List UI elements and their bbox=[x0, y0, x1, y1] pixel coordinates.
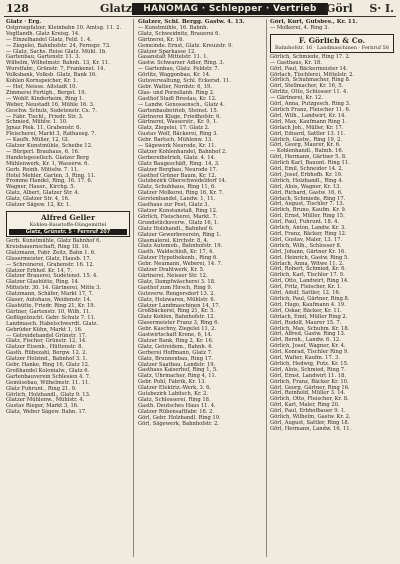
directory-entry: Görl, Wilh., Landwirt, Kr. 14. bbox=[270, 112, 347, 119]
directory-entry: Gebr. Walter, Nordstr. 6, 19. bbox=[138, 83, 212, 90]
directory-entry: Glatz, Ziegelei, 17. Glatz 2. bbox=[138, 125, 210, 132]
directory-entry: — Gasthaus, Kr. 18. bbox=[270, 59, 322, 66]
directory-entry: Glatzer Kohlenhandel, Bahnhof 2. bbox=[138, 148, 227, 155]
directory-entry: Görl, Max, Kaufmann Ring 1. bbox=[270, 118, 347, 125]
directory-entry: Gerb. Kunstmühle, Glatz Bahnhof 6. bbox=[6, 238, 102, 244]
left-keyword: Glatz bbox=[100, 2, 133, 15]
directory-entry: Gemüsebau, Wilhelmstr. 11. 11. bbox=[6, 379, 90, 386]
directory-entry: Gärtnerei, Wasserstr., Kr. 9, 1. bbox=[138, 119, 218, 126]
directory-entry: Glatzer Gewerbeverein, Ring 1. bbox=[138, 231, 222, 238]
directory-entry: Glatzer Mühlenw., Mühlstr. 4. bbox=[6, 397, 85, 404]
directory-entry: Gasth. Rübezahl, Bergw. 12. 2. bbox=[6, 350, 88, 357]
directory-entry: Görlich, Paul, Gärtner, Ring 8. bbox=[270, 295, 350, 302]
directory-entry: Görl, Stellmacher, Kr. 16, 5. bbox=[270, 83, 344, 90]
directory-entry: Gerstenhandel, Landw. 1, 11. bbox=[138, 196, 216, 203]
directory-entry: Görl, Gustav, Maler, 13. 17. bbox=[270, 236, 343, 243]
directory-entry: Glatz, Schuhhaus, Ring 11, 6. bbox=[138, 184, 216, 191]
directory-entry: Glatzer Brauerei, Sudetenst. 15. 4. bbox=[6, 273, 98, 280]
directory-entry: — Landw. Genossensch., Glatz 4. bbox=[138, 101, 225, 108]
directory-entry: Gärtnerei Kluge, Friedhofstr. 6. bbox=[138, 113, 222, 120]
directory-entry: Görlach, Tischlerei, Mittelstr. 2. bbox=[270, 71, 355, 78]
directory-entry: Gartenbaubetrieb, Steinst. 15. bbox=[138, 107, 219, 114]
directory-entry: Glatzer Elektriz.-Werk, 3. 6. bbox=[138, 385, 212, 392]
directory-entry: Glatz, Schweidnitz, Brauerei 6. bbox=[138, 30, 221, 37]
directory-entry: Wurstfabr., Grünstr. 7, Frankenst. 14. bbox=[6, 66, 106, 73]
directory-entry: Glatz, Holzwaren, Mühlstr. 6. bbox=[138, 296, 216, 303]
directory-entry: Glatzmann, Schäfer, Markt 17, 7. bbox=[6, 291, 94, 298]
directory-entry: Görlach, Schmiede, Ring 17. bbox=[270, 195, 346, 202]
column-divider bbox=[133, 19, 134, 557]
header-rule bbox=[4, 16, 396, 17]
directory-entry: Görlich, Gastw., Ring 19, 2. bbox=[270, 136, 343, 143]
directory-entry: Görlich, Holzhandl., Glatz 9. 13. bbox=[6, 391, 91, 398]
directory-entry: Görl, Walter, Kaufm. 17. 3. bbox=[270, 355, 340, 362]
directory-entry: Mittelstr. 30. 14. Gärtnerei, Mitte 3. bbox=[6, 285, 102, 292]
directory-entry: Görl, Alois, Schmied, Ring 7. bbox=[270, 366, 346, 373]
directory-entry: Görl, Reinhold, Müller 3. 14. bbox=[270, 390, 346, 397]
directory-entry: Gasthaus Kaiserhof, Ring 1, 5. bbox=[138, 367, 218, 374]
directory-entry: Fleischerei, Markt 3, Rathausg. 7. bbox=[6, 131, 97, 138]
directory-entry: Ostproepfalzer, Kleinbahn 10. Amtsg. 11. 2. bbox=[6, 24, 122, 31]
column-2 bbox=[138, 19, 262, 559]
directory-entry: Glatzer Molkerei, Ring 16, Kr. 7. bbox=[138, 190, 224, 197]
directory-entry: Großhandel Kolonialw., Glatz 6. bbox=[6, 367, 90, 374]
directory-entry: Glatz Fuhrunt., Ring 21. 9. bbox=[6, 385, 77, 392]
directory-entry: Görl, Hermann, Landw. 16. 11. bbox=[270, 425, 352, 432]
directory-entry: Gärtnerei, Neisser Str. 12. bbox=[138, 272, 208, 279]
page-header bbox=[0, 3, 400, 15]
directory-entry: Görl, Adolf, Sattler, 12. 16. bbox=[270, 290, 341, 297]
directory-entry: Gutsbezirk Oberschwedeldorf 14. bbox=[138, 178, 227, 185]
ad-line: Bahnhofstr. 16 · Landmaschinen · Fernruf 58 bbox=[275, 44, 389, 51]
directory-entry: Gerberei Hoffmann, Glatz 7. bbox=[138, 349, 213, 356]
directory-entry: Gebr. Neumann, Weberei, 14. 7. bbox=[138, 261, 223, 268]
directory-entry: Glatz Baugeschäft, Ring. 14, 3. bbox=[138, 160, 220, 167]
directory-entry: Görl, Eduard, Sattler 13. 11. bbox=[270, 130, 346, 137]
directory-entry: Gastwirtschaft Krone, 6, 14. bbox=[138, 332, 213, 339]
ad-line: Kohlen-Baustoffe-Düngemittel bbox=[29, 222, 107, 228]
directory-entry: — Kunstmühle, 16. Bahnh. bbox=[138, 24, 209, 31]
directory-entry: Gutsbezirk Labitsch, Kr. 2. bbox=[138, 391, 209, 398]
directory-entry: Görl, Bernh., Landw. 6. 12. bbox=[270, 337, 341, 344]
directory-entry: — Gärtnerei, Kr. 12. bbox=[270, 95, 323, 102]
directory-entry: Görl, Alfred, Gastw. Ring 13. bbox=[270, 331, 346, 338]
directory-entry: Gebrüder Kühn, Markt 1, 16. bbox=[6, 326, 83, 333]
directory-entry: Görlich, Schmiede, Ring 17. 2. bbox=[270, 53, 351, 60]
directory-entry: Glatzer Landmaschinen 14, 17. bbox=[138, 302, 221, 309]
directory-entry: Gasth. Waldschloß, Kr. 17, 4. bbox=[138, 249, 214, 256]
directory-entry: Görl, Georg, Maurer, Kr. 6. bbox=[270, 142, 341, 149]
directory-entry: Glatz Kohlen, Bahnhofstr. 12. bbox=[138, 314, 216, 321]
directory-entry: Geschw. Schulz, Sudetenstr. Cx. 7. bbox=[6, 107, 97, 114]
column-head-entry: Glatzer, Schl. Bergg. Gastw. 4. 13. bbox=[138, 19, 245, 25]
directory-entry: — Molkerei, 4. Ring 3. bbox=[270, 24, 330, 31]
directory-entry: Geflügelzucht. Gebr. Schulz 7. 11. bbox=[6, 314, 96, 321]
directory-entry: Wilhelm, Wilhelmstr. Bahnh. 13, Kr. 11. bbox=[6, 60, 110, 67]
column-divider bbox=[266, 19, 267, 557]
directory-entry: Vogtlandh. Glatz Kreisg. 14. bbox=[6, 30, 80, 37]
directory-entry: Görl, Alois, Wagner, Kr. 13. bbox=[270, 183, 342, 190]
directory-entry: Gastw. Schwarzer Adler, Ring. 3. bbox=[138, 60, 225, 67]
directory-entry: Gasthof zum Hirsch, Ring 9. bbox=[138, 284, 213, 291]
directory-entry: Gebr. Hanke, Ring 16, Glatz 12. bbox=[6, 362, 90, 369]
directory-entry: Görlitz, Otto, Schlosser 11. 4. bbox=[270, 89, 348, 96]
directory-entry: Görl, Georg, Gärtner, Ring 16. bbox=[270, 384, 350, 391]
directory-entry: Glatzer Eisenh., Hüttenstr. 8. bbox=[6, 344, 84, 351]
directory-entry: Görl, Otto, Landwirt, Ring 14. bbox=[270, 278, 349, 285]
directory-entry: Görl, Fritz, Fleischer, Kr. 1. bbox=[270, 284, 342, 291]
directory-entry: Gerbereibetrieb, Glatz. 4. 14. bbox=[138, 154, 216, 161]
directory-entry: Glatzer Hypothekenb., Ring 6. bbox=[138, 255, 218, 262]
directory-entry: Glatz, Brunnenbau, Ring 17. bbox=[138, 355, 213, 362]
directory-entry: — Bürgerl. Brauhaus, 6. 16. bbox=[6, 148, 80, 155]
directory-entry: Görl, August, Sattler, Ring 18. bbox=[270, 420, 350, 426]
directory-entry: Görl, Josef, Erbhofb. Kr. 19. bbox=[270, 171, 343, 178]
directory-entry: Glatzer Drahtwerk, Kr. 5. bbox=[138, 267, 205, 274]
directory-entry: Görl, Hermann, Gärtner 5. 8. bbox=[270, 154, 347, 161]
directory-entry: — Ziegelei, Bahnhofstr. 24, Fernspr. 73. bbox=[6, 42, 111, 49]
directory-entry: Görlich, Holzhandl., Ring 4. bbox=[270, 177, 344, 184]
directory-entry: Görlitz, Waggonbau, Kr. 14. bbox=[138, 72, 211, 79]
directory-entry: Glatz, Glatzer Str. 4, 16. bbox=[6, 196, 70, 203]
directory-entry: Gebr. Bartsch, Mühlenw. 13. bbox=[138, 137, 213, 144]
directory-entry: — Glatz, Sachs. Reise Glatz. Mühl. 1b. bbox=[6, 48, 107, 55]
directory-entry: Zimmerei Fertigh., Bergst. 19. bbox=[6, 89, 87, 96]
section-marker: S· I. bbox=[369, 2, 394, 15]
directory-entry: Handelsgesellsch. Glatzer Berg bbox=[6, 154, 89, 161]
directory-entry: Glatzer Erbhof. Kr. 14, 7. bbox=[6, 267, 72, 274]
directory-entry: — Getreidehandel Grünstr. 17. bbox=[6, 332, 87, 339]
directory-entry: — Gartenbau, Glatz. Feldstr. 7. bbox=[138, 66, 220, 73]
directory-entry: Glatz, Fischer, Grünstr. 12, 14. bbox=[6, 338, 87, 345]
directory-entry: Görl, Gebr. Holzhandl. Ring 19. bbox=[138, 414, 221, 421]
directory-entry: Jgnaz Piek. 11, Grabenstr. 6. bbox=[6, 125, 82, 132]
directory-entry: Glatzmann, Fabr. Zeitz, Bahn 1. 6. bbox=[6, 249, 96, 256]
directory-entry: Glas- und Porzellanh. Ring 2. bbox=[138, 89, 215, 96]
directory-entry: Gutsverw. Rengersdorf 13. 2. bbox=[138, 290, 216, 297]
directory-entry: Gärtner, Gartenstr. 10, Wilh. 11. bbox=[6, 308, 91, 315]
directory-entry: — Hof, Neisse. Altstadt 10. bbox=[6, 83, 78, 90]
directory-entry: — Einzelhandel Glatz, Feld. 1. 4. bbox=[6, 36, 92, 43]
directory-entry: Glatzer Kunstmühle, Scheibe 12. bbox=[6, 143, 93, 150]
directory-entry: Görlich, Karl, Tischler 17. 9. bbox=[270, 272, 345, 279]
directory-entry: Kreisbauernschaft, Ring 18. 10. bbox=[6, 243, 90, 250]
directory-entry: Gartenbauverein Schlesien 4. 7. bbox=[6, 373, 91, 380]
directory-entry: Görl, Anna, Putzgesch. Ring 3. bbox=[270, 101, 351, 108]
directory-entry: Gutsverwaltung, Schl. Eckersd. 11. bbox=[138, 78, 231, 85]
directory-entry: Görl, Richard, Gastw. 16, 6. bbox=[270, 189, 343, 196]
directory-entry: Görl, Paul, Bäckermeister 14. bbox=[270, 65, 348, 72]
right-keyword: Görl bbox=[326, 2, 353, 15]
directory-entry: Landmasch. Habelschwerdt. Glatz. bbox=[6, 320, 99, 327]
directory-entry: Glatz, Getreidem., Bahnh. 4. bbox=[138, 343, 213, 350]
directory-entry: Görlich, Bruno, Kaufm. Kr. 9. bbox=[270, 207, 347, 214]
directory-entry: Görl, Sägewerk, Bahnhofstr. 2. bbox=[138, 420, 220, 427]
directory-entry: Gasthaus zur Post, Glatz 3. bbox=[138, 202, 210, 209]
header-banner: HANOMAG · Schlepper · Vertrieb bbox=[132, 3, 328, 15]
directory-entry: — Kohlenhandl., Bahnh. 16. bbox=[270, 148, 344, 155]
directory-entry: Glatzer Bergbau, Neurode 17. bbox=[138, 166, 218, 173]
directory-entry: Görlach Joh., Müller, Kr. 17. bbox=[270, 124, 344, 131]
directory-entry: Gasthof Grüner Baum, Kr. 12. bbox=[138, 172, 217, 179]
directory-entry: Görl, August, Tischler 7. 13. bbox=[270, 201, 345, 208]
directory-entry: Görlich, Schuhmacher, Ring 8. bbox=[270, 77, 351, 84]
directory-entry: Glatz, Albert, Glatzer Str. 4. bbox=[6, 190, 80, 197]
directory-entry: — Schreinerei, Grabenstr. 16. 12. bbox=[6, 261, 95, 268]
ad-title: Alfred Geller bbox=[40, 213, 96, 222]
directory-entry: Glatzer Sparkasse 12. bbox=[138, 48, 196, 55]
directory-entry: Görl, Franz, Bäcker, Ring 12. bbox=[270, 231, 347, 237]
directory-entry: Glatz Automob., Bahnhofstr. 19. bbox=[138, 243, 223, 250]
directory-entry: Görl, Ernst, Müller, Ring 15. bbox=[270, 213, 345, 220]
directory-entry: Glatzer Kunstanstalt, Ring 12. bbox=[138, 208, 218, 214]
directory-entry: Glatz, Schlosserei, Ring 18. bbox=[138, 397, 211, 403]
directory-entry: Glasmalerei, Kirchstr. 8, 4. bbox=[138, 237, 209, 244]
directory-entry: Gustav Rieger, Markt 3, 16. bbox=[6, 403, 79, 410]
directory-entry: Wagner, Hausr., Kirchg. 5. bbox=[6, 184, 76, 191]
directory-entry: Gebr. Pohl, Fabrik, Kr. 13. bbox=[138, 379, 207, 386]
directory-entry: Gasth. Deutsches Haus 11. 4. bbox=[138, 402, 216, 409]
directory-entry: Görlich, Max, Schuhm. Kr. 18. bbox=[270, 325, 350, 332]
directory-entry: Glatz, Uhrmacher, Ring 4, 11. bbox=[138, 373, 217, 380]
directory-entry: Gasanstalt Mittelstr. 11. 1. bbox=[138, 54, 209, 61]
column-head-entry: Görl, Kurt, Gutsbes., Kr. 11. bbox=[270, 19, 358, 25]
directory-entry: Gasthof Stadt Breslau, Kr. 12. bbox=[138, 95, 217, 102]
directory-entry: Glatz, Dampfwäscherei 3. 18. bbox=[138, 278, 216, 285]
directory-entry: Gebr. Kaschny, Ziegelei 11, 2. bbox=[138, 326, 217, 333]
directory-entry: — Kaufh. Müller, 12, Gl. bbox=[6, 137, 70, 144]
directory-entry: Glatzer Glashütte, Ring. 14. bbox=[6, 279, 80, 286]
directory-entry: Glatzer Holzind., Bahnhof 3. 1. bbox=[6, 356, 88, 363]
directory-entry: — Fabr. Tischl., Friedr. Str. 3. bbox=[6, 113, 84, 120]
directory-entry: Glasermeister Franz 3, Ring 6. bbox=[138, 320, 220, 327]
directory-entry: Gerb. Reinh. Mittelw. 7. 11. bbox=[6, 166, 79, 173]
directory-entry: Glatzer Sägew. 12, Kr. 1. bbox=[6, 202, 72, 209]
directory-entry: Görl, Johann, Gärtner Kr. 16. bbox=[270, 248, 346, 255]
directory-entry: Görlich, Hedwig, Putz. Kr. 15. bbox=[270, 360, 349, 367]
directory-entry: Gemeinde. Ernst, Glatz. Kreuzstr. 9. bbox=[138, 42, 233, 49]
column-head-entry: Glatz · Erg. bbox=[6, 19, 42, 25]
ad-address-bar: Glatz, Grünstr. 5 · Fernruf 207 bbox=[9, 229, 127, 235]
directory-entry: Weber, Neustadt 16, Mühle 16. 3. bbox=[6, 101, 95, 108]
ad-title: F. Görlich & Co. bbox=[298, 35, 366, 45]
directory-entry: Großbäckerei, Ring 21, Kr. 5. bbox=[138, 308, 216, 315]
directory-entry: Gustav Wolf, Bäckerei, Ring 3. bbox=[138, 131, 219, 138]
directory-entry: Görlich, Franz, Bäcker Kr. 10. bbox=[270, 378, 349, 385]
directory-entry: Görl, Ernst, Landwirt 11. 18. bbox=[270, 372, 347, 379]
directory-entry: Görlich, Fleischerei, Markt. 7. bbox=[138, 213, 218, 220]
directory-entry: Glashütte, Friedr. Ring 21, Kr. 19. bbox=[6, 302, 96, 309]
column-1 bbox=[6, 19, 130, 559]
directory-entry: Görl, Emil, Schneider 14. 2. bbox=[270, 166, 344, 173]
directory-entry: Gartenbau, Gartenstr. 11. 3. bbox=[6, 54, 81, 61]
directory-entry: Görlich Karl, Bauunt. Ring 11. bbox=[270, 160, 350, 167]
directory-entry: — Sägewerk Neurode, Kr. 11. bbox=[138, 143, 217, 150]
directory-entry: Görlich, Wilh., Schlosser 8. bbox=[270, 242, 342, 249]
directory-entry: — Wohlf. Kinderheim, Ring 1. bbox=[6, 95, 84, 102]
advertisement-box bbox=[270, 34, 394, 53]
directory-entry: Görl, Konrad, Tischler Ring 9. bbox=[270, 349, 349, 356]
advertisement-box bbox=[6, 211, 130, 237]
directory-entry: Glaser, Autohaus, Weidenstr. 14. bbox=[6, 297, 92, 304]
directory-entry: Glasermeister, Glatz, Hausb. 17. bbox=[6, 255, 92, 262]
directory-entry: Görl, Heinrich, Gastw. Ring 5. bbox=[270, 254, 349, 261]
directory-entry: Görlich, Otto, Fleischer, Kr. 8. bbox=[270, 396, 349, 403]
directory-entry: Mühlenwerk, Kr. 1, Wasserw. 6. bbox=[6, 160, 90, 167]
directory-entry: Hotel Mehler, Garten, 3, Ring. 11. bbox=[6, 172, 96, 179]
directory-entry: Görl, Robert, Schmied, Kr. 6. bbox=[270, 266, 347, 273]
directory-entry: Glatzer Saatbau, Landstr. 19. bbox=[138, 361, 216, 368]
directory-entry: Görlach, Emil, Müller Ring 2. bbox=[270, 313, 348, 320]
directory-entry: Kohlen Kornspeicher, Kr. 1. bbox=[6, 78, 78, 85]
directory-entry: Görlach, Anna, Witwe 11. 2. bbox=[270, 260, 344, 267]
column-3 bbox=[270, 19, 394, 559]
directory-entry: Görl, Oskar, Bäcker, Kr. 11. bbox=[270, 307, 342, 314]
directory-entry: Glatz Holzhandl., Bahnhof 6. bbox=[138, 225, 214, 232]
directory-entry: Görl, Karl, Maler, Ring 20. bbox=[270, 402, 340, 409]
directory-entry: Görl, Rudolf, Maurer 15. 7. bbox=[270, 319, 342, 326]
directory-entry: Grundstücksverw., Glatz 16, 1. bbox=[138, 219, 219, 226]
directory-entry: Görl, Paul, Erbhofbauer 9. 1. bbox=[270, 408, 346, 415]
directory-entry: Glatzer Bank, Ring 2, Kr. 16. bbox=[138, 337, 214, 344]
directory-entry: Gärtnerei, Kr. 16. bbox=[138, 36, 185, 43]
directory-entry: Görl, Paul, Fuhrunt. 18. 4. bbox=[270, 219, 340, 226]
directory-entry: Görlich, Josef, Wagner, Kr. 4. bbox=[270, 343, 346, 350]
directory-entry: Glatzer Rübensaftfabr. 16. 2. bbox=[138, 408, 215, 415]
directory-entry: Görlich, Wilhelm, Gastw. Kr. 2. bbox=[270, 414, 351, 421]
directory-entry: Görlich Franz, Fleischer 11. 6. bbox=[270, 106, 351, 113]
page-number: 128 bbox=[6, 2, 29, 15]
directory-entry: Glatz, Weber Sägew. Bahn. 17. bbox=[6, 409, 87, 416]
directory-entry: Schmied, Mühlw. 1. 10. bbox=[6, 119, 68, 126]
directory-entry: Fromme Handel, Ring, 16. 17. 6. bbox=[6, 178, 93, 185]
directory-entry: Görl, Hugo, Kaufmann 4. 19. bbox=[270, 301, 346, 308]
directory-entry: Volksbank, Volksb. Glatz, Bank 16. bbox=[6, 72, 97, 79]
directory-entry: Görlich, Anton, Landw. Kr. 3. bbox=[270, 225, 346, 232]
